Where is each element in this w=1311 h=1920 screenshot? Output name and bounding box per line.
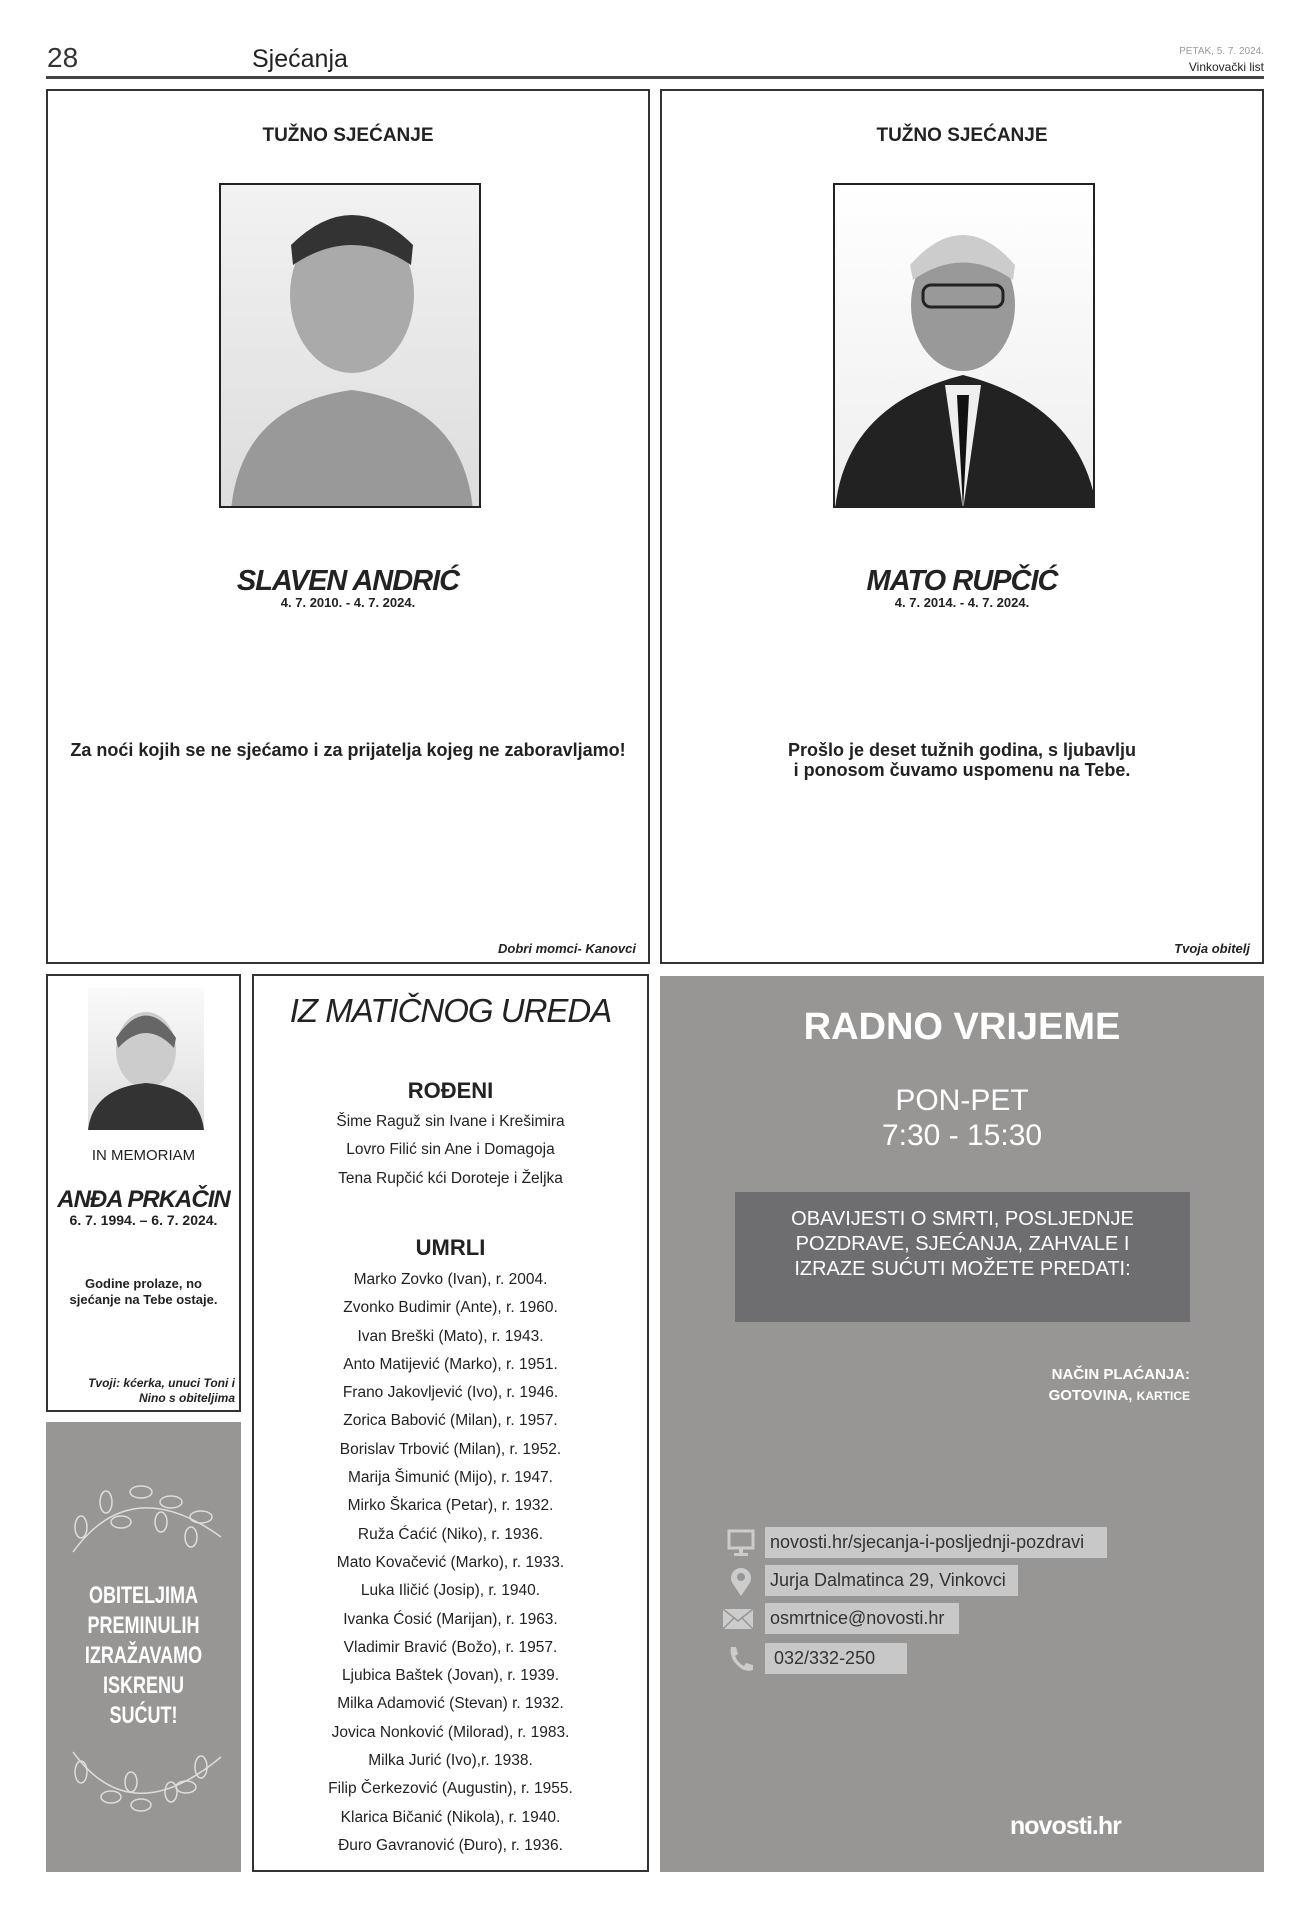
page-number: 28 <box>47 42 79 73</box>
leaf-wreath-icon <box>61 1747 226 1817</box>
submission-notice-box <box>735 1192 1190 1322</box>
payment-label: NAČIN PLAĆANJA: <box>1051 1366 1190 1383</box>
deceased-name: ANĐA PRKAČIN <box>57 1186 230 1213</box>
remembrance-notice <box>660 89 1264 964</box>
office-days: PON-PET <box>895 1084 1029 1117</box>
payment-main: GOTOVINA, <box>1048 1387 1133 1404</box>
registry-entry: Ruža Ćaćić (Niko), r. 1936. <box>357 1525 544 1543</box>
registry-entry: Mato Kovačević (Marko), r. 1933. <box>336 1553 565 1571</box>
remembrance-notice <box>46 89 650 964</box>
registry-entry: Zorica Babović (Milan), r. 1957. <box>343 1412 558 1430</box>
registry-entry: Zvonko Budimir (Ante), r. 1960. <box>343 1299 558 1317</box>
envelope-icon <box>722 1603 754 1635</box>
condolence-line: IZRAŽAVAMO <box>84 1642 203 1669</box>
notice-line: IZRAZE SUĆUTI MOŽETE PREDATI: <box>794 1258 1131 1280</box>
condolence-line: ISKRENU <box>102 1672 184 1699</box>
condolence-line: OBITELJIMA <box>88 1582 199 1609</box>
location-pin-icon <box>725 1566 757 1598</box>
notice-message-line: Prošlo je deset tužnih godina, s ljubavlju <box>787 740 1137 760</box>
registry-entry: Luka Iličić (Josip), r. 1940. <box>360 1582 541 1600</box>
phone-icon <box>725 1643 757 1675</box>
deceased-heading: UMRLI <box>415 1235 486 1260</box>
website-field[interactable]: novosti.hr/sjecanja-i-posljednji-pozdravi <box>765 1527 1107 1558</box>
portrait-photo <box>88 988 204 1130</box>
registry-entry: Jovica Nonković (Milorad), r. 1983. <box>331 1723 570 1741</box>
phone-field[interactable]: 032/332-250 <box>765 1643 907 1674</box>
born-heading: ROĐENI <box>407 1078 494 1103</box>
registry-entry: Šime Raguž sin Ivane i Krešimira <box>336 1113 565 1130</box>
memoriam-heading: IN MEMORIAM <box>91 1147 196 1164</box>
registry-office-panel <box>252 974 649 1872</box>
deceased-name: MATO RUPČIĆ <box>866 565 1058 597</box>
notice-signature: Dobri momci- Kanovci <box>498 941 636 956</box>
registry-entry: Ljubica Baštek (Jovan), r. 1939. <box>341 1667 560 1685</box>
office-hours-panel <box>660 976 1264 1872</box>
header-rule <box>46 76 1264 79</box>
condolence-line: SUĆUT! <box>109 1702 178 1729</box>
life-dates: 4. 7. 2014. - 4. 7. 2024. <box>894 595 1030 610</box>
monitor-icon <box>725 1528 757 1560</box>
life-dates: 6. 7. 1994. – 6. 7. 2024. <box>69 1212 218 1228</box>
registry-entry: Ivanka Ćosić (Marijan), r. 1963. <box>343 1610 558 1628</box>
issue-date: PETAK, 5. 7. 2024. <box>1179 46 1264 57</box>
notice-line: POZDRAVE, SJEĆANJA, ZAHVALE I <box>795 1233 1130 1255</box>
notice-heading: TUŽNO SJEĆANJE <box>876 125 1048 146</box>
born-list <box>254 1108 647 1193</box>
notice-line: OBAVIJESTI O SMRTI, POSLJEDNJE <box>791 1208 1134 1230</box>
registry-entry: Anto Matijević (Marko), r. 1951. <box>343 1355 558 1373</box>
registry-entry: Borislav Trbović (Milan), r. 1952. <box>339 1440 562 1458</box>
memoriam-message-line: Godine prolaze, no <box>84 1276 202 1291</box>
section-title: Sjećanja <box>252 45 348 73</box>
registry-entry: Marko Zovko (Ivan), r. 2004. <box>353 1271 548 1288</box>
registry-entry: Tena Rupčić kći Doroteje i Željka <box>338 1169 563 1187</box>
registry-entry: Milka Jurić (Ivo),r. 1938. <box>368 1752 533 1770</box>
condolence-line: PREMINULIH <box>87 1612 200 1639</box>
notice-message-line: i ponosom čuvamo uspomenu na Tebe. <box>793 760 1131 780</box>
portrait-photo <box>219 183 481 508</box>
registry-entry: Lovro Filić sin Ane i Domagoja <box>346 1141 555 1159</box>
registry-entry: Filip Čerkezović (Augustin), r. 1955. <box>328 1780 573 1798</box>
notice-signature: Tvoja obitelj <box>1174 941 1250 956</box>
payment-methods <box>1049 1387 1190 1404</box>
portrait-photo <box>833 183 1095 508</box>
registry-entry: Frano Jakovljević (Ivo), r. 1946. <box>342 1384 559 1402</box>
condolence-panel <box>46 1422 241 1872</box>
memoriam-signature-line: Tvoji: kćerka, unuci Toni i <box>88 1376 235 1390</box>
publication-name: Vinkovački list <box>1188 60 1264 74</box>
registry-entry: Marija Šimunić (Mijo), r. 1947. <box>347 1469 553 1487</box>
life-dates: 4. 7. 2010. - 4. 7. 2024. <box>280 595 416 610</box>
registry-entry: Klarica Bičanić (Nikola), r. 1940. <box>340 1808 561 1826</box>
leaf-wreath-icon <box>61 1482 226 1562</box>
memoriam-message-line: sjećanje na Tebe ostaje. <box>69 1292 218 1307</box>
registry-entry: Đuro Gavranović (Đuro), r. 1936. <box>338 1836 563 1854</box>
notice-heading: TUŽNO SJEĆANJE <box>262 125 434 146</box>
payment-extra: KARTICE <box>1136 1389 1190 1403</box>
memoriam-signature-line: Nino s obiteljima <box>138 1391 235 1405</box>
email-field[interactable]: osmrtnice@novosti.hr <box>765 1603 959 1634</box>
registry-entry: Mirko Škarica (Petar), r. 1932. <box>347 1497 554 1515</box>
office-hours: 7:30 - 15:30 <box>881 1119 1043 1152</box>
memoriam-notice <box>46 974 241 1412</box>
deceased-name: SLAVEN ANDRIĆ <box>236 565 460 597</box>
registry-entry: Milka Adamović (Stevan) r. 1932. <box>337 1695 564 1713</box>
novosti-logo: novosti.hr <box>1010 1812 1121 1840</box>
registry-entry: Vladimir Bravić (Božo), r. 1957. <box>343 1638 558 1656</box>
notice-message: Za noći kojih se ne sjećamo i za prijatelja kojeg ne zaboravljamo! <box>70 740 626 760</box>
address-field: Jurja Dalmatinca 29, Vinkovci <box>765 1565 1018 1596</box>
registry-entry: Ivan Breški (Mato), r. 1943. <box>357 1327 544 1345</box>
deceased-list <box>254 1266 647 1860</box>
registry-title: IZ MATIČNOG UREDA <box>289 992 612 1029</box>
office-title: RADNO VRIJEME <box>803 1006 1121 1048</box>
